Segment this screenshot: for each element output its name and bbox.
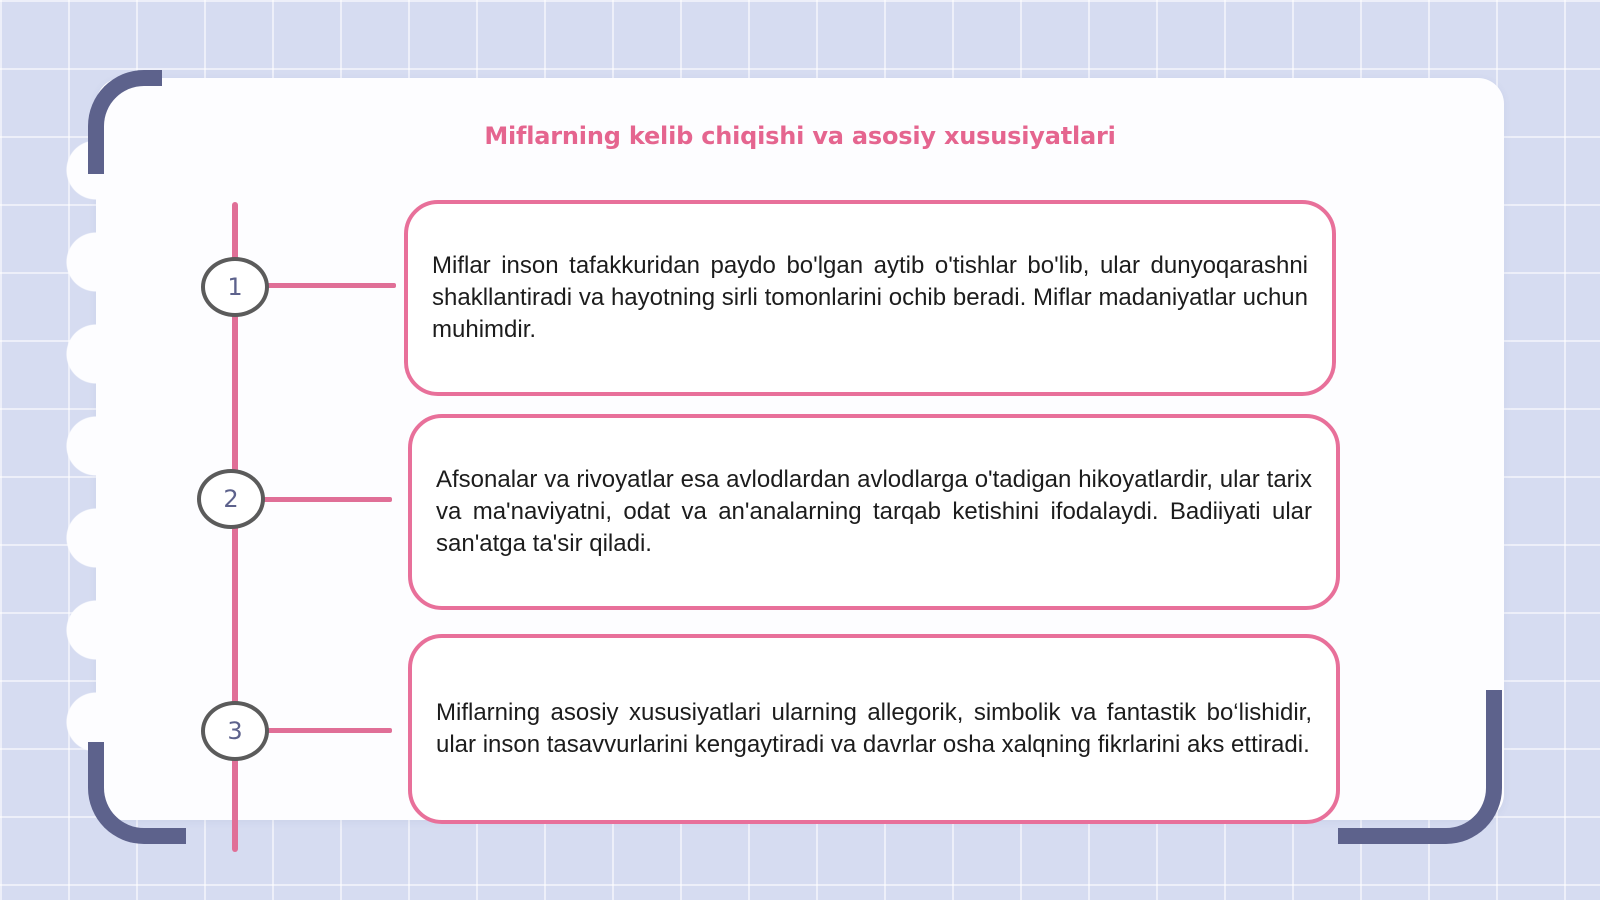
- slide-title: Miflarning kelib chiqishi va asosiy xususiyatlari: [484, 122, 1116, 150]
- step-number-2: 2: [223, 485, 239, 513]
- step-text-3: Miflarning asosiy xususiyatlari ularning allegorik, simbolik va fantastik bo‘lishidir, ular inson tasavvurlarini kengaytiradi va davrlar osha xalqning fikrlarini aks ettiradi.: [436, 699, 1312, 758]
- connector-1: [266, 283, 396, 288]
- step-card-3: [408, 634, 1340, 824]
- step-card-2: [408, 414, 1340, 610]
- step-card-1: [404, 200, 1336, 396]
- step-number-1: 1: [227, 273, 243, 301]
- corner-bracket-bottom-left: [88, 742, 186, 844]
- step-circle-1: [201, 257, 269, 317]
- step-number-3: 3: [227, 717, 243, 745]
- step-text-1: Miflar inson tafakkuridan paydo bo'lgan aytib o'tishlar bo'lib, ular dunyoqarashni shakllantiradi va hayotning sirli tomonlarini ochib beradi. Miflar madaniyatlar uchun muhimdir.: [432, 252, 1308, 343]
- step-circle-2: [197, 469, 265, 529]
- step-text-2: Afsonalar va rivoyatlar esa avlodlardan avlodlarga o'tadigan hikoyatlardir, ular tarix va ma'naviyatni, odat va an'analarning tarqab ketishini ifodalaydi. Badiiyati ular san'atga ta'sir qiladi.: [436, 466, 1312, 557]
- corner-bracket-top-left: [88, 70, 162, 174]
- corner-bracket-bottom-right: [1338, 690, 1502, 844]
- step-circle-3: [201, 701, 269, 761]
- connector-3: [266, 728, 392, 733]
- connector-2: [262, 497, 392, 502]
